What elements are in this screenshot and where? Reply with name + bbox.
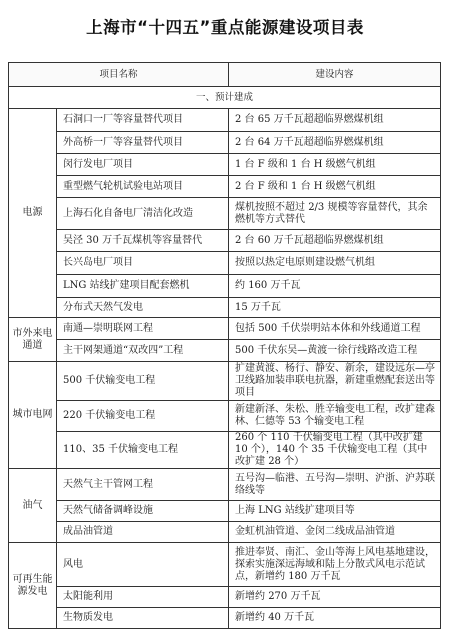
construction-content-cell: 新建新泽、朱松、胜辛输变电工程，改扩建森林、仁德等 53 个输变电工程 <box>229 401 441 432</box>
table-header-row <box>9 63 441 87</box>
construction-content-cell: 约 160 万千瓦 <box>229 275 441 298</box>
construction-content-cell: 2 台 F 级和 1 台 H 级燃气机组 <box>229 176 441 198</box>
construction-content-cell: 推进奉贤、南汇、金山等海上风电基地建设，探索实施深远海域和陆上分散式风电示范试点，新增约 180 万千瓦 <box>229 543 441 587</box>
construction-content-cell: 上海 LNG 站线扩建项目等 <box>229 501 441 522</box>
cat-renewable: 可再生能源发电 <box>9 543 57 629</box>
project-name-cell: 110、35 千伏输变电工程 <box>57 432 229 469</box>
project-name-cell: 220 千伏输变电工程 <box>57 401 229 432</box>
project-name-cell: 外高桥一厂等容量替代项目 <box>57 132 229 154</box>
construction-content-cell: 新增约 40 万千瓦 <box>229 608 441 629</box>
project-name-cell: 主干网架通道“双改四”工程 <box>57 340 229 362</box>
table-row <box>9 318 441 340</box>
project-name-cell: 闵行发电厂项目 <box>57 154 229 176</box>
table-row <box>9 154 441 176</box>
construction-content-cell: 2 台 60 万千瓦超超临界燃煤机组 <box>229 230 441 252</box>
cat-power-source: 电源 <box>9 109 57 318</box>
project-name-cell: 吴泾 30 万千瓦煤机等容量替代 <box>57 230 229 252</box>
table-row <box>9 522 441 543</box>
project-name-cell: 太阳能利用 <box>57 587 229 608</box>
table-row <box>9 469 441 501</box>
cat-external-power-channel: 市外来电通道 <box>9 318 57 362</box>
section-label: 一、预计建成 <box>9 87 441 109</box>
table-row <box>9 109 441 132</box>
cat-city-grid: 城市电网 <box>9 362 57 469</box>
construction-content-cell: 2 台 64 万千瓦超超临界燃煤机组 <box>229 132 441 154</box>
construction-content-cell: 扩建黄渡、杨行、静安、新余，建设远东—亭卫线路加装串联电抗器，新建重燃配套送出等项目 <box>229 362 441 401</box>
construction-content-cell: 五号沟—临港、五号沟—崇明、沪浙、沪苏联络线等 <box>229 469 441 501</box>
header-project-name: 项目名称 <box>9 63 229 87</box>
construction-content-cell: 金虹机油管道、金闵二线成品油管道 <box>229 522 441 543</box>
project-name-cell: 成品油管道 <box>57 522 229 543</box>
project-name-cell: 长兴岛电厂项目 <box>57 252 229 275</box>
energy-projects-table <box>8 62 441 629</box>
table-row <box>9 587 441 608</box>
project-name-cell: 上海石化自备电厂清洁化改造 <box>57 198 229 230</box>
table-row <box>9 198 441 230</box>
construction-content-cell: 15 万千瓦 <box>229 298 441 318</box>
construction-content-cell: 新增约 270 万千瓦 <box>229 587 441 608</box>
table-row <box>9 432 441 469</box>
table-row <box>9 401 441 432</box>
table-row <box>9 298 441 318</box>
table-row <box>9 275 441 298</box>
construction-content-cell: 2 台 65 万千瓦超超临界燃煤机组 <box>229 109 441 132</box>
construction-content-cell: 500 千伏东吴—黄渡一徐行线路改造工程 <box>229 340 441 362</box>
table-row <box>9 340 441 362</box>
table-row <box>9 230 441 252</box>
table-row <box>9 543 441 587</box>
table-row <box>9 176 441 198</box>
construction-content-cell: 煤机按照不超过 2/3 规模等容量替代，其余燃机等方式替代 <box>229 198 441 230</box>
section-row <box>9 87 441 109</box>
project-name-cell: 重型燃气轮机试验电站项目 <box>57 176 229 198</box>
header-construction-content: 建设内容 <box>229 63 441 87</box>
table-row <box>9 362 441 401</box>
project-name-cell: LNG 站线扩建项目配套燃机 <box>57 275 229 298</box>
project-name-cell: 南通—崇明联网工程 <box>57 318 229 340</box>
table-row <box>9 608 441 629</box>
project-name-cell: 分布式天然气发电 <box>57 298 229 318</box>
project-name-cell: 风电 <box>57 543 229 587</box>
project-name-cell: 石洞口一厂等容量替代项目 <box>57 109 229 132</box>
project-name-cell: 500 千伏输变电工程 <box>57 362 229 401</box>
project-name-cell: 天然气主干管网工程 <box>57 469 229 501</box>
construction-content-cell: 260 个 110 千伏输变电工程（其中改扩建 10 个），140 个 35 千伏输变电工程（其中改扩建 28 个） <box>229 432 441 469</box>
project-name-cell: 天然气储备调峰设施 <box>57 501 229 522</box>
cat-oil-gas: 油气 <box>9 469 57 543</box>
page-title: 上海市“十四五”重点能源建设项目表 <box>86 18 364 37</box>
project-name-cell: 生物质发电 <box>57 608 229 629</box>
table-row <box>9 132 441 154</box>
construction-content-cell: 1 台 F 级和 1 台 H 级燃气机组 <box>229 154 441 176</box>
construction-content-cell: 按照以热定电原则建设燃气机组 <box>229 252 441 275</box>
table-row <box>9 501 441 522</box>
construction-content-cell: 包括 500 千伏崇明站本体和外线通道工程 <box>229 318 441 340</box>
table-row <box>9 252 441 275</box>
